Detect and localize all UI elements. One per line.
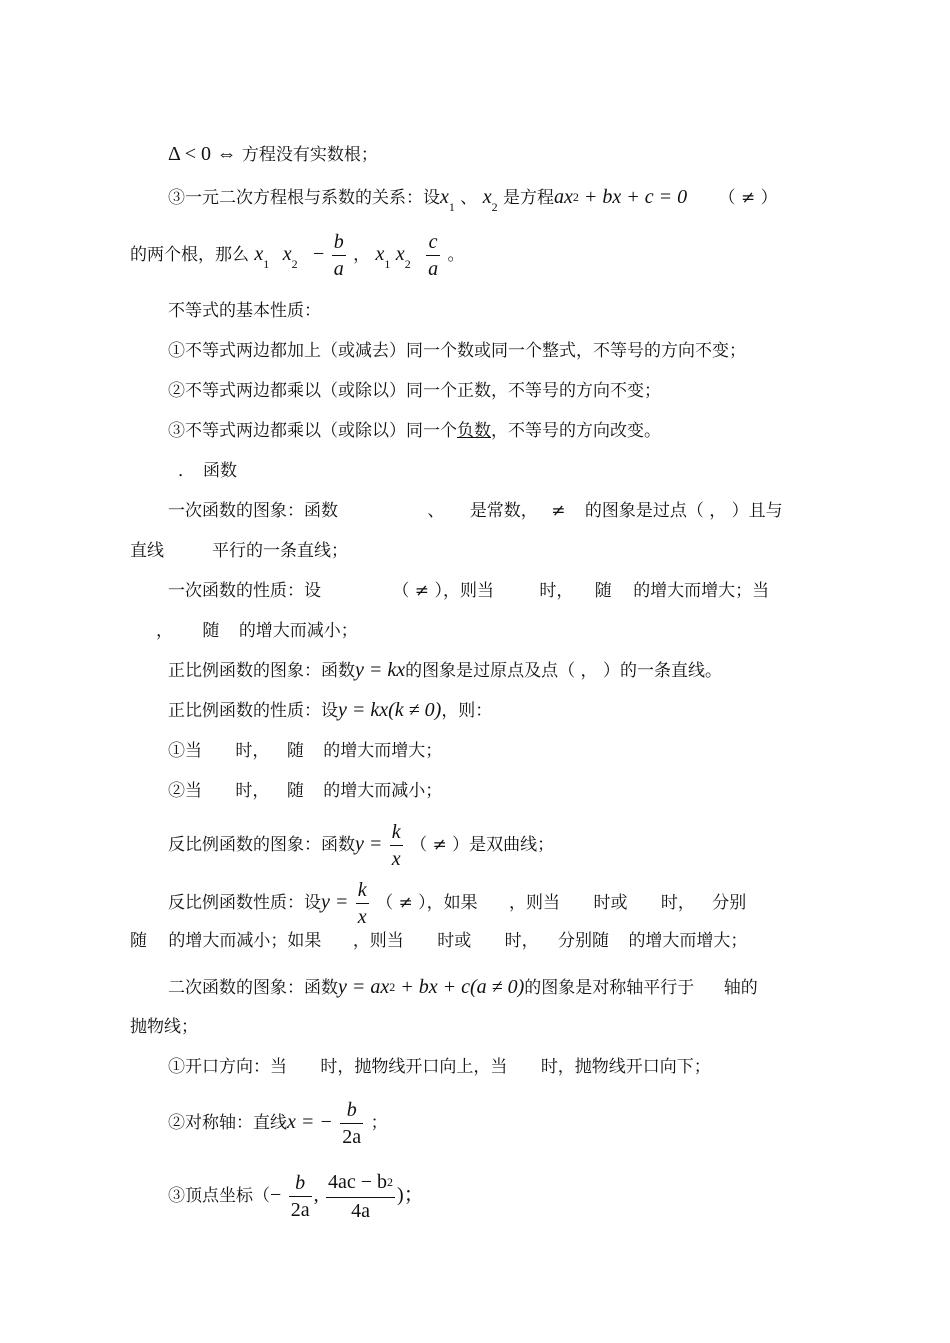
fraction-c-over-a: $\frac{c}{a}$ [428,231,439,280]
fraction-vertex-y: $\frac{4ac - b2}{4a}$ [327,1171,394,1222]
line-vieta-intro: ③一元二次方程根与系数的关系：设$x_1$ 、 $x_2$ 是方程ax2 + bx + c = 0 （ ≠ ） [168,186,778,214]
inverse-function-graph: 反比例函数的图象：函数y = $\frac{k}{x}$ （ ≠ ）是双曲线； [168,821,555,870]
heading-inequality-properties: 不等式的基本性质： [168,301,321,321]
inverse-function-properties: 反比例函数性质：设y = $\frac{k}{x}$ （ ≠ ），如果 ，则当 时或 时， 分别 [168,879,747,928]
linear-function-graph-cont: 直线 平行的一条直线； [130,541,348,561]
heading-functions: ． 函数 [178,461,237,481]
fraction-vertex-x: $\frac{b}{2a}$ [290,1172,310,1221]
proportional-function-properties: 正比例函数的性质：设y = kx(k ≠ 0)，则： [168,699,493,721]
underlined-negative-number: 负数 [457,421,491,441]
quadratic-function-graph-cont: 抛物线； [130,1017,198,1037]
line-discriminant-negative: Δ < 0 ⇔ 方程没有实数根； [168,143,378,165]
parabola-opening-direction: ①开口方向：当 时，抛物线开口向上，当 时，抛物线开口向下； [168,1057,711,1077]
linear-function-properties-cont: ， 随 的增大而减小； [156,621,358,641]
inequality-property-2: ②不等式两边都乘以（或除以）同一个正数，不等号的方向不变； [168,381,661,401]
line-vieta-formulas: 的两个根，那么 $x_1$ $x_2$ − $\frac{b}{a}$ ， $x_1$ $x_2$ $\frac{c}{a}$ 。 [130,231,465,280]
fraction-b-over-a: $\frac{b}{a}$ [333,231,344,280]
proportional-case-2: ②当 时， 随 的增大而减小； [168,781,443,801]
inequality-property-3: ③不等式两边都乘以（或除以）同一个负数，不等号的方向改变。 [168,421,661,441]
linear-function-graph: 一次函数的图象：函数 、 是常数， ≠ 的图象是过点（ ， ）且与 [168,501,783,521]
quadratic-function-graph: 二次函数的图象：函数y = ax2 + bx + c(a ≠ 0)的图象是对称轴平行于 轴的 [168,976,758,998]
parabola-vertex-coordinates: ③顶点坐标（− $\frac{b}{2a}$ , $\frac{4ac - b2}{4a}$ )； [168,1171,424,1222]
linear-function-properties: 一次函数的性质：设 （ ≠ ），则当 时， 随 的增大而增大；当 [168,581,770,601]
inequality-property-1: ①不等式两边都加上（或减去）同一个数或同一个整式，不等号的方向不变； [168,341,746,361]
proportional-case-1: ①当 时， 随 的增大而增大； [168,741,443,761]
parabola-axis-of-symmetry: ②对称轴：直线x = − $\frac{b}{2a}$ ； [168,1099,388,1148]
proportional-function-graph: 正比例函数的图象：函数y = kx的图象是过原点及点（ ， ）的一条直线。 [168,659,722,681]
fraction-k-over-x-2: $\frac{k}{x}$ [357,879,367,928]
fraction-b-over-2a: $\frac{b}{2a}$ [342,1099,362,1148]
fraction-k-over-x: $\frac{k}{x}$ [391,821,401,870]
inverse-function-properties-cont: 随 的增大而减小；如果 ，则当 时或 时， 分别随 的增大而增大； [130,931,748,951]
